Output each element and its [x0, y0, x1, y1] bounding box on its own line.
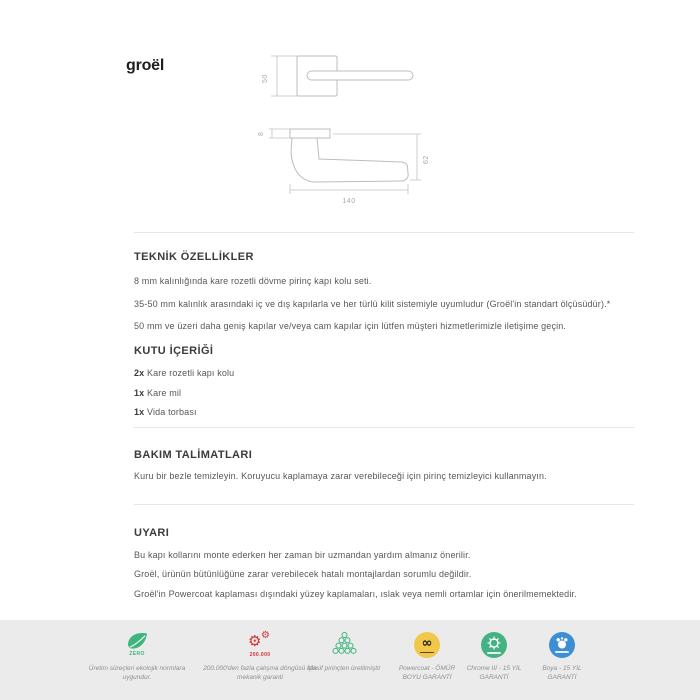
side-view-rosette — [290, 129, 330, 138]
badge-caption: Üretim süreçleri ekolojik normlara uygundur. — [88, 665, 186, 682]
teknik-paragraph: 8 mm kalınlığında kare rozetli dövme pirinç kapı kolu seti. — [134, 276, 372, 286]
section-heading-kutu: KUTU İÇERİĞİ — [134, 345, 214, 357]
badge-solid-brass — [296, 632, 392, 673]
uyari-paragraph: Bu kapı kollarını monte ederken her zaman bir uzmandan yardım almanız önerilir. — [134, 550, 471, 560]
section-heading-teknik: TEKNİK ÖZELLİKLER — [134, 251, 254, 263]
teknik-paragraph: 35-50 mm kalınlık arasındaki iç ve dış kapılarla ve her türlü kilit sistemiyle uyumludur (Groël'in standart ölçüsüdür).* — [134, 299, 611, 309]
kutu-item — [134, 407, 197, 417]
brand-logo: groël — [126, 57, 165, 74]
divider — [134, 232, 634, 233]
badge-caption: Masif pirinçten üretilmiştir — [307, 665, 381, 672]
badge-sublabel: ZERO — [129, 651, 145, 657]
item-qty: 1x — [134, 407, 145, 417]
badge-caption: Boya - 15 YIL GARANTİ — [542, 665, 582, 682]
item-qty: 1x — [134, 388, 145, 398]
badge-paint-warranty — [529, 632, 595, 683]
paint-warranty-icon — [549, 632, 575, 658]
side-view-lever — [291, 138, 408, 182]
kutu-item — [134, 388, 181, 398]
item-label: Kare mil — [146, 388, 182, 398]
eco-leaf-icon — [126, 632, 149, 650]
item-label: Kare rozetli kapı kolu — [146, 368, 235, 378]
badge-eco — [77, 632, 197, 683]
top-view-dimension-50 — [271, 56, 297, 96]
dim-label-50: 50 — [262, 74, 269, 83]
brass-pyramid-icon — [332, 632, 357, 655]
handle-technical-drawing — [255, 45, 460, 215]
badge-caption: 200.000'den fazla çalışma döngüsü için mekanik garanti — [203, 665, 317, 682]
badge-caption: Powercoat - ÖMÜR BOYU GARANTİ — [398, 665, 456, 682]
side-view-dimension-140 — [290, 184, 408, 194]
section-heading-bakim: BAKIM TALİMATLARI — [134, 449, 253, 461]
uyari-paragraph: Groël'in Powercoat kaplaması dışındaki yüzey kaplamaları, ıslak veya nemli ortamlar için önerilmemektedir. — [134, 589, 577, 599]
side-view-dimension-8 — [269, 129, 290, 138]
badge-caption: Chrome III - 15 YIL GARANTİ — [466, 665, 522, 682]
section-heading-uyari: UYARI — [134, 527, 170, 539]
certification-footer — [0, 620, 700, 700]
dim-label-8: 8 — [258, 132, 265, 136]
chrome-warranty-icon — [481, 632, 507, 658]
badge-chrome-warranty — [461, 632, 527, 683]
dim-label-62: 62 — [423, 155, 430, 164]
infinity-warranty-icon: ∞ — [414, 632, 440, 658]
kutu-item — [134, 368, 234, 378]
top-view-lever — [307, 71, 413, 80]
teknik-paragraph: 50 mm ve üzeri daha geniş kapılar ve/veya cam kapılar için lütfen müşteri hizmetlerimizle iletişime geçin. — [134, 321, 567, 331]
uyari-paragraph: Groël, ürünün bütünlüğüne zarar verebilecek hatalı montajlardan sorumlu değildir. — [134, 569, 472, 579]
item-label: Vida torbası — [146, 407, 197, 417]
bakim-paragraph: Kuru bir bezle temizleyin. Koruyucu kaplamaya zarar verebileceği için pirinç temizleyici kullanmayın. — [134, 471, 547, 481]
dim-label-140: 140 — [342, 198, 356, 205]
badge-powercoat-warranty — [394, 632, 460, 683]
item-qty: 2x — [134, 368, 145, 378]
badge-sublabel: 200.000 — [249, 652, 271, 658]
divider — [134, 504, 634, 505]
gears-icon: ⚙ ⚙ — [248, 630, 270, 650]
divider — [134, 427, 634, 428]
